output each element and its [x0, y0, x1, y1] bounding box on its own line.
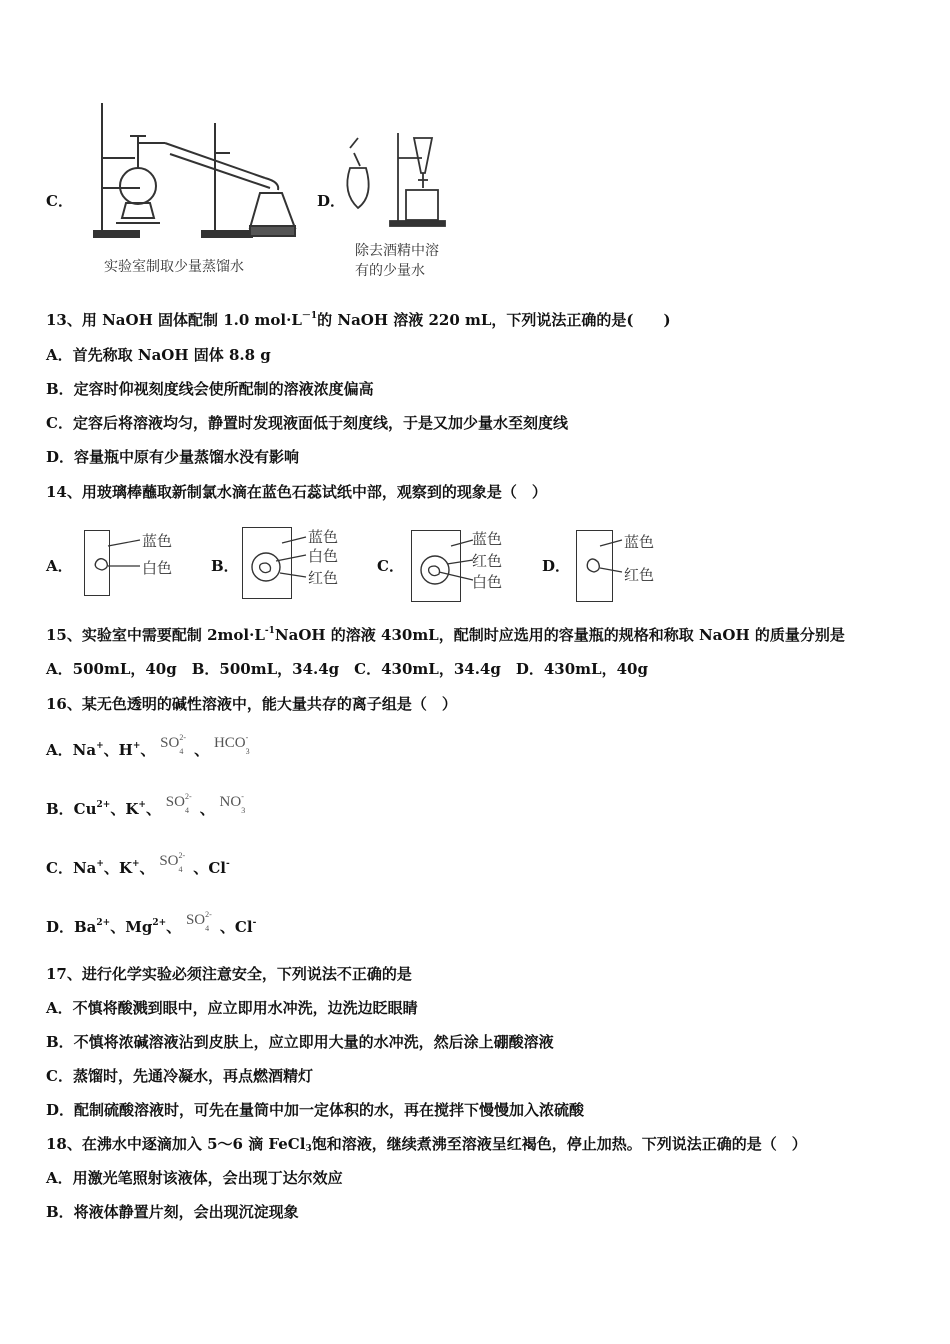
paper-b-label-2: 白色 [308, 547, 339, 565]
paper-d-label-2: 红色 [624, 566, 655, 584]
sulfate-ion: SO 2- 4 [185, 910, 212, 933]
q13-option-a: A．首先称取 NaOH 固体 8.8 g [46, 346, 271, 364]
distillation-caption: 实验室制取少量蒸馏水 [104, 259, 244, 275]
separatory-caption-line1: 除去酒精中溶 [355, 243, 439, 259]
q13-stem: 13、用 NaOH 固体配制 1.0 $mol\cdot L^{-1}$的 NaOH 溶液 220 mL，下列说法正确的是( ) [46, 311, 671, 329]
q16-stem: 16、某无色透明的碱性溶液中，能大量共存的离子组是（ ） [46, 695, 457, 713]
separatory-funnel-figure [340, 128, 450, 233]
test-paper-c-marks [411, 528, 521, 603]
nitrate-ion: NO - 3 [219, 792, 246, 815]
paper-a-label-2: 白色 [142, 559, 173, 577]
option-c-label: C． [46, 192, 73, 210]
q14-option-d-label: D． [542, 557, 571, 575]
q14-option-c-label: C． [377, 557, 404, 575]
test-paper-a-marks [90, 528, 190, 598]
q15-options: A．500mL，40g B．500mL，34.4g C．430mL，34.4g D．430mL，40g [46, 660, 648, 678]
paper-a-label-1: 蓝色 [142, 532, 173, 550]
q14-stem: 14、用玻璃棒蘸取新制氯水滴在蓝色石蕊试纸中部，观察到的现象是（ ） [46, 483, 547, 501]
q14-option-a-label: A． [46, 557, 73, 575]
q17-stem: 17、进行化学实验必须注意安全，下列说法不正确的是 [46, 965, 412, 983]
q13-option-c: C．定容后将溶液均匀，静置时发现液面低于刻度线，于是又加少量水至刻度线 [46, 414, 568, 432]
sulfate-ion: SO 2- 4 [160, 733, 187, 756]
sulfate-ion: SO 2- 4 [165, 792, 192, 815]
q13-option-b: B．定容时仰视刻度线会使所配制的溶液浓度偏高 [46, 380, 374, 398]
q18-option-b: B．将液体静置片刻，会出现沉淀现象 [46, 1203, 299, 1221]
q17-option-b: B．不慎将浓碱溶液沾到皮肤上，应立即用大量的水冲洗，然后涂上硼酸溶液 [46, 1033, 554, 1051]
q18-option-a: A．用激光笔照射该液体，会出现丁达尔效应 [46, 1169, 343, 1187]
q17-option-c: C．蒸馏时，先通冷凝水，再点燃酒精灯 [46, 1067, 313, 1085]
q16-option-b: B．$Cu^{2+}$、K+、 SO 2- 4 、 NO - 3 [46, 792, 246, 818]
paper-b-label-1: 蓝色 [308, 528, 339, 546]
q16-option-c: C．Na+、K+、 SO 2- 4 、Cl- [46, 851, 230, 877]
distillation-apparatus-figure [90, 98, 305, 243]
q14-option-b-label: B． [211, 557, 239, 575]
q15-stem: 15、实验室中需要配制 $2mol\cdot L^{-1}NaOH$ 的溶液 430mL，配制时应选用的容量瓶的规格和称取 NaOH 的质量分别是 [46, 626, 845, 644]
separatory-caption-line2: 有的少量水 [355, 263, 425, 279]
q16-option-a: A．Na+、H+、 SO 2- 4 、 HCO - 3 [46, 733, 250, 759]
option-d-label: D． [317, 192, 346, 210]
q16-option-d: D．$Ba^{2+}$、$Mg^{2+}$、 SO 2- 4 、Cl- [46, 910, 257, 936]
paper-b-label-3: 红色 [308, 569, 339, 587]
paper-c-label-1: 蓝色 [472, 530, 503, 548]
paper-c-label-2: 红色 [472, 552, 503, 570]
q18-stem: 18、在沸水中逐滴加入 5～6 滴 FeCl$_3$饱和溶液，继续煮沸至溶液呈红褐色，停止加热。下列说法正确的是（ ） [46, 1135, 807, 1154]
q13-option-d: D．容量瓶中原有少量蒸馏水没有影响 [46, 448, 300, 466]
bicarbonate-ion: HCO - 3 [213, 733, 250, 756]
sulfate-ion: SO 2- 4 [159, 851, 186, 874]
q17-option-d: D．配制硫酸溶液时，可先在量筒中加一定体积的水，再在搅拌下慢慢加入浓硫酸 [46, 1101, 585, 1119]
paper-d-label-1: 蓝色 [624, 533, 655, 551]
paper-c-label-3: 白色 [472, 573, 503, 591]
q17-option-a: A．不慎将酸溅到眼中，应立即用水冲洗，边洗边眨眼睛 [46, 999, 418, 1017]
